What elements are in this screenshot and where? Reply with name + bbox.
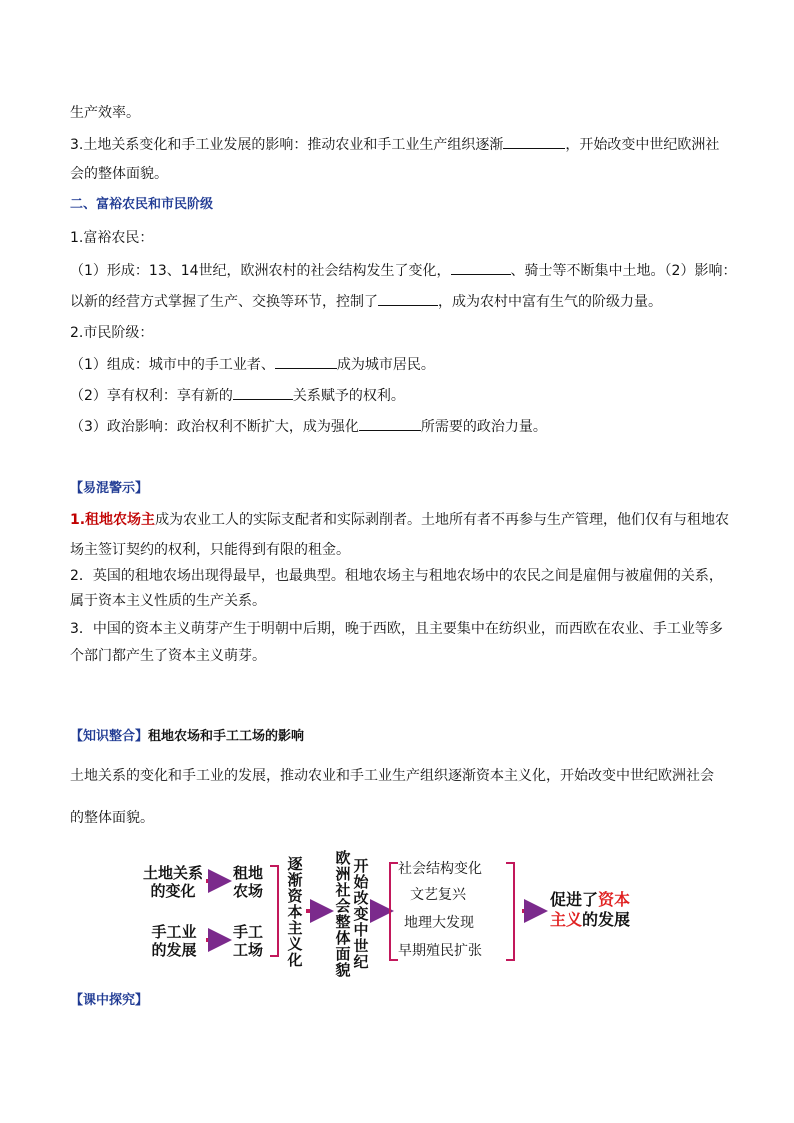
text-line: （1）形成：13、14世纪，欧洲农村的社会结构发生了变化， 、骑士等不断集中土地。（2）影响： — [70, 260, 736, 281]
text-line: 生产效率。 — [70, 105, 140, 121]
change-label: 开始改变中世纪 — [353, 857, 369, 971]
warning-item-2: 2．英国的租地农场出现得最早，也最典型。租地农场主与租地农场中的农民之间是雇佣与被雇佣的关系， — [70, 568, 723, 584]
fill-blank[interactable] — [233, 385, 293, 400]
bracket-icon — [270, 866, 278, 956]
fill-blank[interactable] — [378, 291, 438, 306]
section-heading: 二、富裕农民和市民阶级 — [70, 197, 214, 212]
text-line: 的整体面貌。 — [70, 810, 154, 826]
text-line: （3）政治影响：政治权利不断扩大，成为强化 所需要的政治力量。 — [70, 416, 547, 437]
diagram-item: 早期殖民扩张 — [398, 943, 482, 959]
capitalization-label: 逐渐资本主义化 — [287, 855, 303, 969]
explore-title: 【课中探究】 — [70, 993, 149, 1008]
text-line: 土地关系的变化和手工业的发展，推动农业和手工业生产组织逐渐资本主义化，开始改变中世纪欧洲社会 — [70, 768, 714, 784]
text-line: 3.土地关系变化和手工业发展的影响：推动农业和手工业生产组织逐渐 ，开始改变中世纪欧洲社 — [70, 134, 719, 155]
bracket-icon — [390, 863, 398, 960]
text-line: 2.市民阶级： — [70, 325, 154, 341]
text-line: （1）组成：城市中的手工业者、 成为城市居民。 — [70, 354, 435, 375]
land-relation-label: 土地关系 的变化 — [142, 864, 203, 900]
fill-blank[interactable] — [275, 354, 337, 369]
handicraft-label: 手工业 的发展 — [151, 923, 197, 959]
text-line: 1.富裕农民： — [70, 230, 154, 246]
workshop-label: 手工 工场 — [232, 923, 263, 959]
warning-title: 【易混警示】 — [70, 481, 149, 496]
society-label: 欧洲社会整体面貌 — [335, 849, 351, 979]
warning-item-1: 1.租地农场主成为农业工人的实际支配者和实际剥削者。土地所有者不再参与生产管理，他们仅有与租地农 — [70, 512, 730, 528]
diagram-item: 地理大发现 — [404, 915, 474, 931]
text-line: 会的整体面貌。 — [70, 166, 168, 182]
text-line: 场主签订契约的权利，只能得到有限的租金。 — [70, 542, 350, 558]
diagram-item: 社会结构变化 — [398, 861, 482, 877]
text-line: （2）享有权利：享有新的 关系赋予的权利。 — [70, 385, 405, 406]
result-label: 促进了资本 主义的发展 — [550, 890, 631, 929]
influence-diagram — [130, 848, 670, 978]
tenant-farm-label: 租地 农场 — [232, 864, 263, 900]
text-line: 以新的经营方式掌握了生产、交换等环节，控制了 ，成为农村中富有生气的阶级力量。 — [70, 291, 662, 312]
fill-blank[interactable] — [503, 134, 565, 149]
text-line: 个部门都产生了资本主义萌芽。 — [70, 648, 266, 664]
text-line: 属于资本主义性质的生产关系。 — [70, 593, 266, 609]
integration-heading: 【知识整合】租地农场和手工工场的影响 — [70, 729, 305, 744]
fill-blank[interactable] — [359, 416, 421, 431]
warning-item-3: 3．中国的资本主义萌芽产生于明朝中后期，晚于西欧，且主要集中在纺织业，而西欧在农业、手工业等多 — [70, 621, 723, 637]
bracket-icon — [506, 863, 514, 960]
diagram-item: 文艺复兴 — [410, 887, 466, 903]
fill-blank[interactable] — [451, 260, 511, 275]
